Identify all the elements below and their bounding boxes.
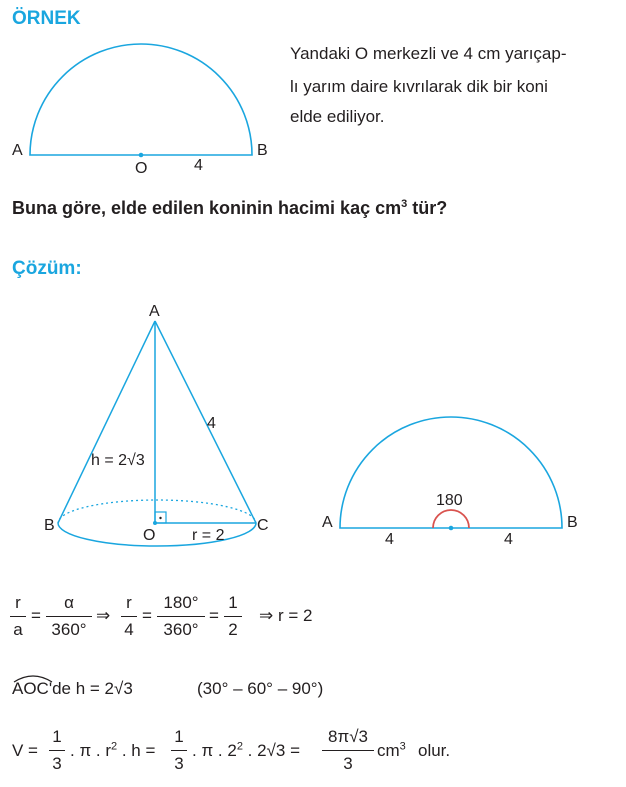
eq3-sup2: 2 xyxy=(236,740,243,753)
eq1-f4-num: 180° xyxy=(163,593,199,612)
right-angle-dot xyxy=(159,517,161,519)
eq3-frac-3 xyxy=(322,727,374,774)
eq1-frac-2 xyxy=(46,593,92,640)
eq1-f1-den: a xyxy=(13,620,23,639)
eq3-mid-2 xyxy=(192,741,300,761)
cone-label-b: B xyxy=(44,517,55,534)
eq1-f4-den: 360° xyxy=(163,620,199,639)
eq3-mid1b: . h = xyxy=(117,741,156,760)
eq3-mid1: . π . r xyxy=(70,741,112,760)
example-label-radius: 4 xyxy=(194,157,203,174)
eq1-f5-num: 1 xyxy=(228,593,238,612)
eq1-f2-den: 360° xyxy=(51,620,87,639)
eq3-sup1: 2 xyxy=(111,740,118,753)
example-label-a: A xyxy=(12,142,23,159)
eq3-frac-2 xyxy=(171,727,187,774)
eq3-f1-num: 1 xyxy=(52,727,62,746)
question xyxy=(12,198,447,219)
cone-label-o: O xyxy=(143,527,156,544)
example-label-o: O xyxy=(135,160,148,177)
eq3-mid2b: . 2√3 = xyxy=(242,741,300,760)
eq1-f3-den: 4 xyxy=(124,620,134,639)
semicircle-label-right: 4 xyxy=(504,531,513,548)
cone-label-radius: r = 2 xyxy=(192,527,225,544)
angle-arc xyxy=(433,510,469,528)
eq1-frac-3 xyxy=(121,593,137,640)
semicircle-label-a: A xyxy=(322,514,333,531)
example-label-b: B xyxy=(257,142,268,159)
eq3-f2-den: 3 xyxy=(174,754,184,773)
eq1-frac-5 xyxy=(224,593,242,640)
example-text-line-2: lı yarım daire kıvrılarak dik bir koni xyxy=(290,77,548,96)
example-center-point xyxy=(139,153,144,158)
eq3-frac-1 xyxy=(49,727,65,774)
cone-center-point xyxy=(153,521,157,525)
eq3-f2-num: 1 xyxy=(174,727,184,746)
question-suffix: tür? xyxy=(407,198,448,218)
eq3-f3-num: 8π√3 xyxy=(328,727,368,746)
eq1-result: ⇒ r = 2 xyxy=(259,606,313,625)
eq3-v: V = xyxy=(12,741,38,760)
eq3-f1-den: 3 xyxy=(52,754,62,773)
eq3-f3-den: 3 xyxy=(343,754,353,773)
example-heading: ÖRNEK xyxy=(12,8,81,29)
semicircle-label-b: B xyxy=(567,514,578,531)
eq2 xyxy=(12,679,133,699)
eq1-equals-2: = xyxy=(142,606,152,625)
eq3-suffix: olur. xyxy=(418,741,451,760)
question-sup: 3 xyxy=(401,198,408,210)
solution-center-point xyxy=(449,526,454,531)
eq1-frac-1 xyxy=(10,593,26,640)
cone-right-edge xyxy=(155,321,256,523)
eq2-angle: AOC xyxy=(12,679,49,698)
example-semicircle xyxy=(30,44,252,155)
eq3-mid2: . π . 2 xyxy=(192,741,237,760)
eq3-mid-1 xyxy=(70,741,155,761)
cone-label-a: A xyxy=(149,303,160,320)
semicircle-label-left: 4 xyxy=(385,531,394,548)
eq3-unit xyxy=(377,741,406,761)
eq1-equals-3: = xyxy=(209,606,219,625)
cone-label-height: h = 2√3 xyxy=(91,452,145,469)
eq1-equals-1: = xyxy=(31,606,41,625)
eq2-triangle: (30° – 60° – 90°) xyxy=(197,679,324,698)
eq1-implies: ⇒ xyxy=(96,606,111,625)
solution-heading: Çözüm: xyxy=(12,258,82,279)
cone-left-edge xyxy=(58,321,155,523)
eq1-f3-num: r xyxy=(126,593,132,612)
eq2-text: 'de h = 2√3 xyxy=(48,679,133,698)
question-prefix: Buna göre, elde edilen koninin hacimi kaç cm xyxy=(12,198,402,218)
cone-label-c: C xyxy=(257,517,269,534)
eq1-frac-4 xyxy=(157,593,205,640)
cone-label-slant: 4 xyxy=(207,415,216,432)
eq1-f5-den: 2 xyxy=(228,620,238,639)
example-text-line-3: elde ediliyor. xyxy=(290,107,385,126)
eq1-f2-num: α xyxy=(64,593,74,612)
example-text-line-1: Yandaki O merkezli ve 4 cm yarıçap- xyxy=(290,44,567,63)
eq3-unit-text: cm xyxy=(377,741,400,760)
eq1-f1-num: r xyxy=(15,593,21,612)
eq3-unit-sup: 3 xyxy=(399,740,406,753)
semicircle-label-angle: 180 xyxy=(436,492,463,509)
solution-semicircle xyxy=(340,417,562,528)
